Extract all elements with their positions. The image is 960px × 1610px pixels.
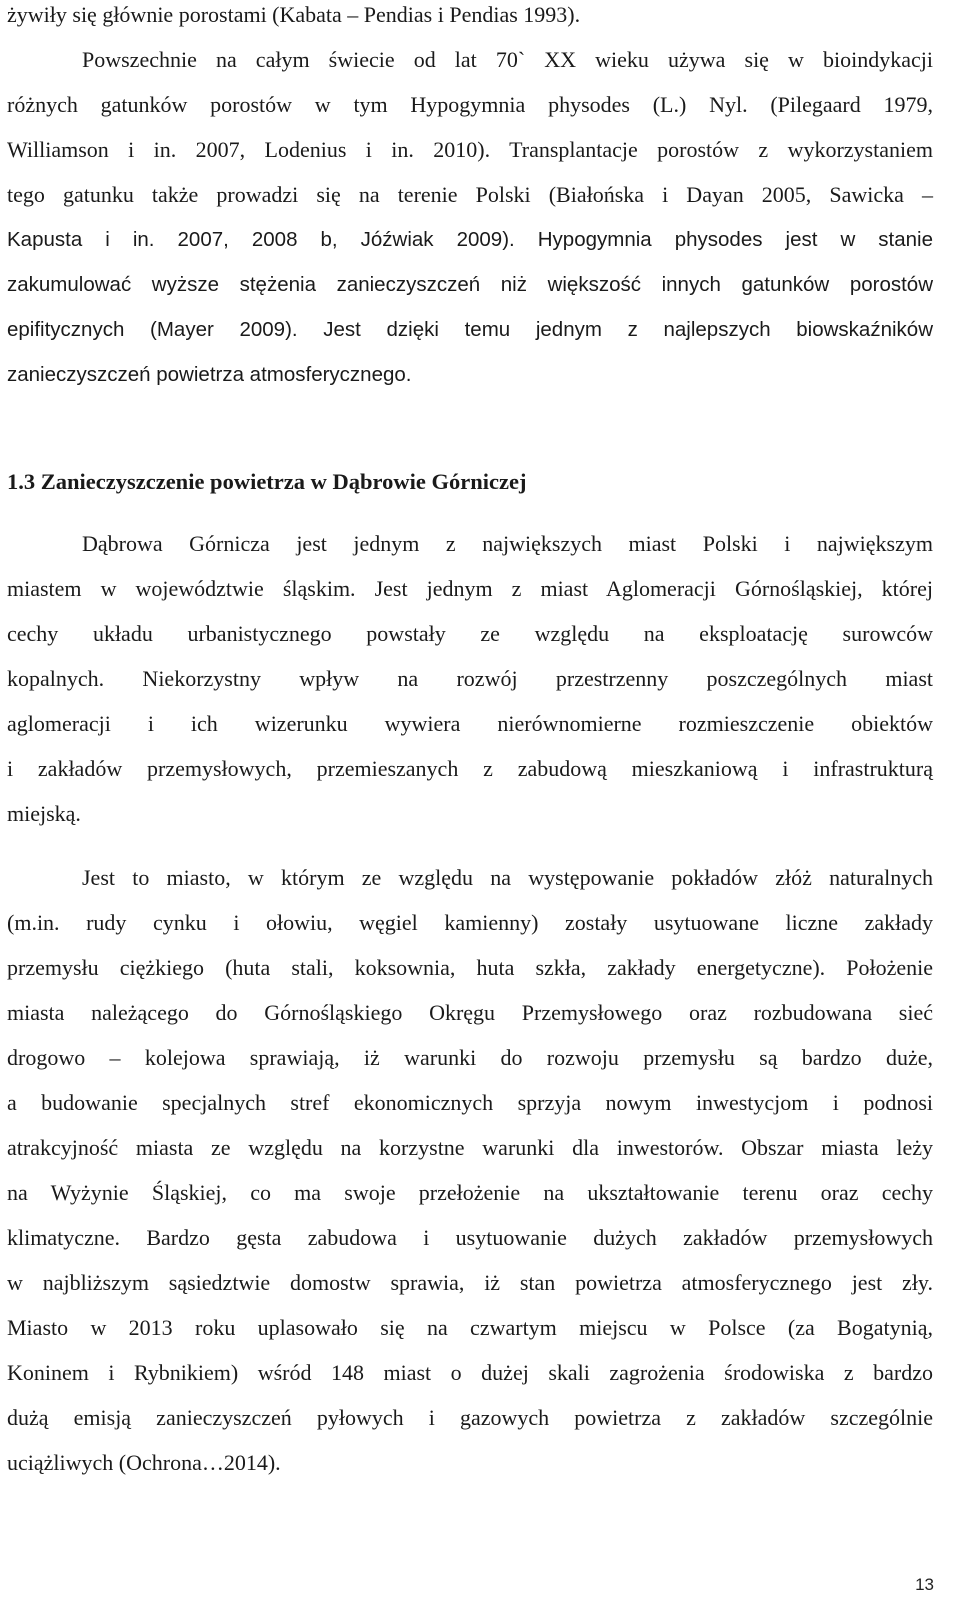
text-line: w najbliższym sąsiedztwie domostw sprawia, iż stan powietrza atmosferycznego jest zły. xyxy=(7,1270,933,1295)
text-line: cechy układu urbanistycznego powstały ze względu na eksploatację surowców xyxy=(7,621,933,646)
text-line: epifitycznych (Mayer 2009). Jest dzięki temu jednym z najlepszych biowskaźników xyxy=(7,318,933,341)
text-line: przemysłu ciężkiego (huta stali, koksownia, huta szkła, zakłady energetyczne). Położenie xyxy=(7,955,933,980)
text-line: miasta należącego do Górnośląskiego Okręgu Przemysłowego oraz rozbudowana sieć xyxy=(7,1000,933,1025)
text-line: miastem w województwie śląskim. Jest jednym z miast Aglomeracji Górnośląskiej, której xyxy=(7,576,933,601)
text-line: Koninem i Rybnikiem) wśród 148 miast o dużej skali zagrożenia środowiska z bardzo xyxy=(7,1360,933,1385)
text-line: uciążliwych (Ochrona…2014). xyxy=(7,1450,281,1475)
text-line: (m.in. rudy cynku i ołowiu, węgiel kamienny) zostały usytuowane liczne zakłady xyxy=(7,910,933,935)
text-line: tego gatunku także prowadzi się na terenie Polski (Białońska i Dayan 2005, Sawicka – xyxy=(7,182,933,207)
text-line: atrakcyjność miasta ze względu na korzystne warunki dla inwestorów. Obszar miasta leży xyxy=(7,1135,933,1160)
text-line: Powszechnie na całym świecie od lat 70` XX wieku używa się w bioindykacji xyxy=(82,47,933,72)
text-line: klimatyczne. Bardzo gęsta zabudowa i usytuowanie dużych zakładów przemysłowych xyxy=(7,1225,933,1250)
text-line: a budowanie specjalnych stref ekonomicznych sprzyja nowym inwestycjom i podnosi xyxy=(7,1090,933,1115)
text-line: Kapusta i in. 2007, 2008 b, Jóźwiak 2009). Hypogymnia physodes jest w stanie xyxy=(7,228,933,251)
text-line: Miasto w 2013 roku uplasowało się na czwartym miejscu w Polsce (za Bogatynią, xyxy=(7,1315,933,1340)
text-line: żywiły się głównie porostami (Kabata – Pendias i Pendias 1993). xyxy=(7,2,581,27)
text-line: Williamson i in. 2007, Lodenius i in. 2010). Transplantacje porostów z wykorzystaniem xyxy=(7,137,933,162)
text-line: Jest to miasto, w którym ze względu na występowanie pokładów złóż naturalnych xyxy=(82,865,933,890)
text-line: różnych gatunków porostów w tym Hypogymnia physodes (L.) Nyl. (Pilegaard 1979, xyxy=(7,92,933,117)
text-line: Dąbrowa Górnicza jest jednym z największych miast Polski i największym xyxy=(82,531,933,556)
text-line: zakumulować wyższe stężenia zanieczyszczeń niż większość innych gatunków porostów xyxy=(7,273,933,296)
text-line: miejską. xyxy=(7,801,81,826)
text-line: drogowo – kolejowa sprawiają, iż warunki do rozwoju przemysłu są bardzo duże, xyxy=(7,1045,933,1070)
text-line: na Wyżynie Śląskiej, co ma swoje przełożenie na ukształtowanie terenu oraz cechy xyxy=(7,1180,933,1205)
text-line: dużą emisją zanieczyszczeń pyłowych i gazowych powietrza z zakładów szczególnie xyxy=(7,1405,933,1430)
text-line: zanieczyszczeń powietrza atmosferycznego. xyxy=(7,363,412,386)
page-number: 13 xyxy=(915,1575,934,1594)
text-line: i zakładów przemysłowych, przemieszanych z zabudową mieszkaniową i infrastrukturą xyxy=(7,756,933,781)
section-heading: 1.3 Zanieczyszczenie powietrza w Dąbrowie Górniczej xyxy=(7,469,527,494)
text-line: kopalnych. Niekorzystny wpływ na rozwój przestrzenny poszczególnych miast xyxy=(7,666,933,691)
text-line: aglomeracji i ich wizerunku wywiera nierównomierne rozmieszczenie obiektów xyxy=(7,711,933,736)
